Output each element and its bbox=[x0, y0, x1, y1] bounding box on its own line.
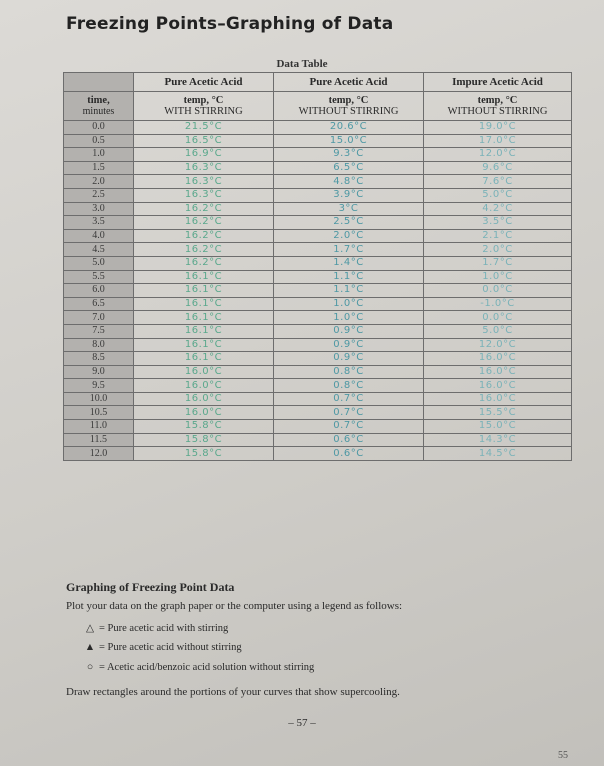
time-cell: 10.0 bbox=[64, 392, 134, 406]
temp-impure-cell: 5.0°C bbox=[424, 324, 572, 338]
group-header-impure: Impure Acetic Acid bbox=[424, 73, 572, 92]
sub-header-pure-no-stirring bbox=[274, 92, 424, 121]
table-row bbox=[64, 134, 572, 148]
corner-cell bbox=[64, 73, 134, 92]
time-cell: 1.5 bbox=[64, 161, 134, 175]
temp-impure-cell: 1.0°C bbox=[424, 270, 572, 284]
sub-header-line1: temp, °C bbox=[477, 95, 518, 106]
temp-pure-no-stirring-cell: 0.8°C bbox=[274, 379, 424, 393]
time-cell: 7.5 bbox=[64, 324, 134, 338]
table-row bbox=[64, 148, 572, 162]
temp-pure-stirring-cell: 16.2°C bbox=[134, 256, 274, 270]
temp-pure-no-stirring-cell: 6.5°C bbox=[274, 161, 424, 175]
time-cell: 5.0 bbox=[64, 256, 134, 270]
temp-pure-stirring-cell: 16.1°C bbox=[134, 338, 274, 352]
temp-pure-no-stirring-cell: 0.7°C bbox=[274, 420, 424, 434]
time-cell: 11.5 bbox=[64, 433, 134, 447]
temp-pure-stirring-cell: 16.3°C bbox=[134, 175, 274, 189]
group-header-row bbox=[64, 73, 572, 92]
time-cell: 11.0 bbox=[64, 420, 134, 434]
sub-header-line2: WITHOUT STIRRING bbox=[298, 106, 399, 117]
group-header-pure-no-stirring: Pure Acetic Acid bbox=[274, 73, 424, 92]
temp-pure-no-stirring-cell: 0.6°C bbox=[274, 433, 424, 447]
time-cell: 8.5 bbox=[64, 352, 134, 366]
time-cell: 4.0 bbox=[64, 229, 134, 243]
temp-pure-no-stirring-cell: 3°C bbox=[274, 202, 424, 216]
legend-item-solution bbox=[84, 662, 314, 673]
sub-header-line1: temp, °C bbox=[183, 95, 224, 106]
temp-pure-stirring-cell: 15.8°C bbox=[134, 433, 274, 447]
temp-pure-stirring-cell: 16.5°C bbox=[134, 134, 274, 148]
graphing-title: Graphing of Freezing Point Data bbox=[66, 580, 235, 594]
temp-pure-stirring-cell: 16.0°C bbox=[134, 365, 274, 379]
table-row bbox=[64, 365, 572, 379]
temp-pure-stirring-cell: 16.3°C bbox=[134, 188, 274, 202]
temp-impure-cell: 12.0°C bbox=[424, 148, 572, 162]
temp-pure-stirring-cell: 16.1°C bbox=[134, 270, 274, 284]
corner-number: 55 bbox=[558, 750, 568, 761]
table-row bbox=[64, 202, 572, 216]
temp-pure-no-stirring-cell: 0.7°C bbox=[274, 406, 424, 420]
time-header bbox=[64, 92, 134, 121]
table-row bbox=[64, 433, 572, 447]
temp-impure-cell: 16.0°C bbox=[424, 379, 572, 393]
filled-triangle-icon: ▲ bbox=[84, 642, 96, 653]
table-row bbox=[64, 338, 572, 352]
temp-pure-no-stirring-cell: 1.0°C bbox=[274, 311, 424, 325]
temp-pure-no-stirring-cell: 20.6°C bbox=[274, 121, 424, 135]
temp-pure-no-stirring-cell: 2.5°C bbox=[274, 216, 424, 230]
temp-pure-stirring-cell: 16.3°C bbox=[134, 161, 274, 175]
temp-impure-cell: 15.5°C bbox=[424, 406, 572, 420]
data-table bbox=[63, 72, 572, 461]
time-cell: 9.5 bbox=[64, 379, 134, 393]
page-title: Freezing Points–Graphing of Data bbox=[66, 14, 394, 34]
table-row bbox=[64, 256, 572, 270]
legend-text: = Pure acetic acid without stirring bbox=[99, 642, 242, 653]
temp-pure-stirring-cell: 16.0°C bbox=[134, 379, 274, 393]
temp-pure-stirring-cell: 16.1°C bbox=[134, 324, 274, 338]
temp-pure-stirring-cell: 16.2°C bbox=[134, 202, 274, 216]
temp-impure-cell: 16.0°C bbox=[424, 365, 572, 379]
table-body bbox=[64, 121, 572, 461]
temp-pure-no-stirring-cell: 1.7°C bbox=[274, 243, 424, 257]
time-header-unit: minutes bbox=[82, 106, 115, 117]
open-circle-icon: ○ bbox=[86, 662, 94, 673]
table-row bbox=[64, 297, 572, 311]
temp-impure-cell: 16.0°C bbox=[424, 392, 572, 406]
temp-impure-cell: 0.0°C bbox=[424, 284, 572, 298]
time-cell: 6.0 bbox=[64, 284, 134, 298]
temp-pure-stirring-cell: 16.2°C bbox=[134, 243, 274, 257]
temp-pure-no-stirring-cell: 1.0°C bbox=[274, 297, 424, 311]
time-cell: 4.5 bbox=[64, 243, 134, 257]
temp-impure-cell: 1.7°C bbox=[424, 256, 572, 270]
time-cell: 8.0 bbox=[64, 338, 134, 352]
temp-impure-cell: 2.0°C bbox=[424, 243, 572, 257]
table-row bbox=[64, 270, 572, 284]
temp-pure-no-stirring-cell: 0.9°C bbox=[274, 352, 424, 366]
temp-impure-cell: 9.6°C bbox=[424, 161, 572, 175]
time-cell: 3.5 bbox=[64, 216, 134, 230]
time-cell: 0.0 bbox=[64, 121, 134, 135]
legend-text: = Acetic acid/benzoic acid solution without stirring bbox=[99, 662, 315, 673]
temp-pure-stirring-cell: 15.8°C bbox=[134, 420, 274, 434]
sub-header-line2: WITHOUT STIRRING bbox=[447, 106, 548, 117]
temp-pure-stirring-cell: 15.8°C bbox=[134, 447, 274, 461]
temp-pure-stirring-cell: 16.9°C bbox=[134, 148, 274, 162]
graphing-instruction: Plot your data on the graph paper or the computer using a legend as follows: bbox=[66, 600, 403, 612]
time-cell: 1.0 bbox=[64, 148, 134, 162]
temp-pure-stirring-cell: 16.2°C bbox=[134, 229, 274, 243]
temp-impure-cell: 4.2°C bbox=[424, 202, 572, 216]
page-number: – 57 – bbox=[288, 717, 316, 729]
temp-pure-stirring-cell: 21.5°C bbox=[134, 121, 274, 135]
table-row bbox=[64, 379, 572, 393]
table-row bbox=[64, 392, 572, 406]
temp-impure-cell: 17.0°C bbox=[424, 134, 572, 148]
temp-impure-cell: 7.6°C bbox=[424, 175, 572, 189]
temp-pure-no-stirring-cell: 15.0°C bbox=[274, 134, 424, 148]
time-cell: 6.5 bbox=[64, 297, 134, 311]
time-cell: 3.0 bbox=[64, 202, 134, 216]
table-row bbox=[64, 161, 572, 175]
time-cell: 10.5 bbox=[64, 406, 134, 420]
temp-pure-stirring-cell: 16.1°C bbox=[134, 352, 274, 366]
time-cell: 5.5 bbox=[64, 270, 134, 284]
temp-pure-stirring-cell: 16.1°C bbox=[134, 311, 274, 325]
temp-pure-stirring-cell: 16.1°C bbox=[134, 284, 274, 298]
table-caption: Data Table bbox=[276, 58, 328, 70]
temp-pure-no-stirring-cell: 0.7°C bbox=[274, 392, 424, 406]
temp-impure-cell: 14.5°C bbox=[424, 447, 572, 461]
temp-pure-no-stirring-cell: 0.9°C bbox=[274, 338, 424, 352]
table-row bbox=[64, 406, 572, 420]
temp-impure-cell: 14.3°C bbox=[424, 433, 572, 447]
table-row bbox=[64, 420, 572, 434]
legend-item-pure-stirring bbox=[84, 622, 228, 634]
temp-pure-stirring-cell: 16.1°C bbox=[134, 297, 274, 311]
sub-header-pure-stirring bbox=[134, 92, 274, 121]
temp-pure-no-stirring-cell: 0.6°C bbox=[274, 447, 424, 461]
temp-impure-cell: -1.0°C bbox=[424, 297, 572, 311]
time-cell: 2.0 bbox=[64, 175, 134, 189]
temp-impure-cell: 0.0°C bbox=[424, 311, 572, 325]
time-cell: 7.0 bbox=[64, 311, 134, 325]
temp-pure-no-stirring-cell: 1.4°C bbox=[274, 256, 424, 270]
time-cell: 12.0 bbox=[64, 447, 134, 461]
table-row bbox=[64, 229, 572, 243]
sub-header-row bbox=[64, 92, 572, 121]
temp-pure-no-stirring-cell: 9.3°C bbox=[274, 148, 424, 162]
table-row bbox=[64, 311, 572, 325]
table-row bbox=[64, 121, 572, 135]
temp-pure-no-stirring-cell: 2.0°C bbox=[274, 229, 424, 243]
time-header-label: time, bbox=[87, 95, 110, 106]
temp-impure-cell: 12.0°C bbox=[424, 338, 572, 352]
temp-pure-no-stirring-cell: 0.8°C bbox=[274, 365, 424, 379]
temp-pure-no-stirring-cell: 4.8°C bbox=[274, 175, 424, 189]
open-triangle-icon: △ bbox=[85, 623, 95, 634]
temp-pure-no-stirring-cell: 1.1°C bbox=[274, 270, 424, 284]
table-row bbox=[64, 188, 572, 202]
sub-header-line1: temp, °C bbox=[328, 95, 369, 106]
table-row bbox=[64, 324, 572, 338]
table-row bbox=[64, 447, 572, 461]
temp-impure-cell: 5.0°C bbox=[424, 188, 572, 202]
table-row bbox=[64, 216, 572, 230]
temp-pure-no-stirring-cell: 1.1°C bbox=[274, 284, 424, 298]
temp-pure-no-stirring-cell: 0.9°C bbox=[274, 324, 424, 338]
sub-header-impure bbox=[424, 92, 572, 121]
temp-pure-stirring-cell: 16.2°C bbox=[134, 216, 274, 230]
table-row bbox=[64, 175, 572, 189]
temp-impure-cell: 2.1°C bbox=[424, 229, 572, 243]
temp-impure-cell: 3.5°C bbox=[424, 216, 572, 230]
time-cell: 2.5 bbox=[64, 188, 134, 202]
table-row bbox=[64, 352, 572, 366]
temp-pure-stirring-cell: 16.0°C bbox=[134, 392, 274, 406]
draw-note: Draw rectangles around the portions of your curves that show supercooling. bbox=[66, 686, 400, 698]
legend-text: = Pure acetic acid with stirring bbox=[99, 623, 229, 634]
temp-pure-stirring-cell: 16.0°C bbox=[134, 406, 274, 420]
temp-impure-cell: 15.0°C bbox=[424, 420, 572, 434]
sub-header-line2: WITH STIRRING bbox=[164, 106, 243, 117]
table-row bbox=[64, 243, 572, 257]
group-header-pure-stirring: Pure Acetic Acid bbox=[134, 73, 274, 92]
time-cell: 0.5 bbox=[64, 134, 134, 148]
temp-impure-cell: 19.0°C bbox=[424, 121, 572, 135]
table-row bbox=[64, 284, 572, 298]
time-cell: 9.0 bbox=[64, 365, 134, 379]
temp-impure-cell: 16.0°C bbox=[424, 352, 572, 366]
temp-pure-no-stirring-cell: 3.9°C bbox=[274, 188, 424, 202]
legend-item-pure-no-stirring bbox=[84, 642, 242, 653]
